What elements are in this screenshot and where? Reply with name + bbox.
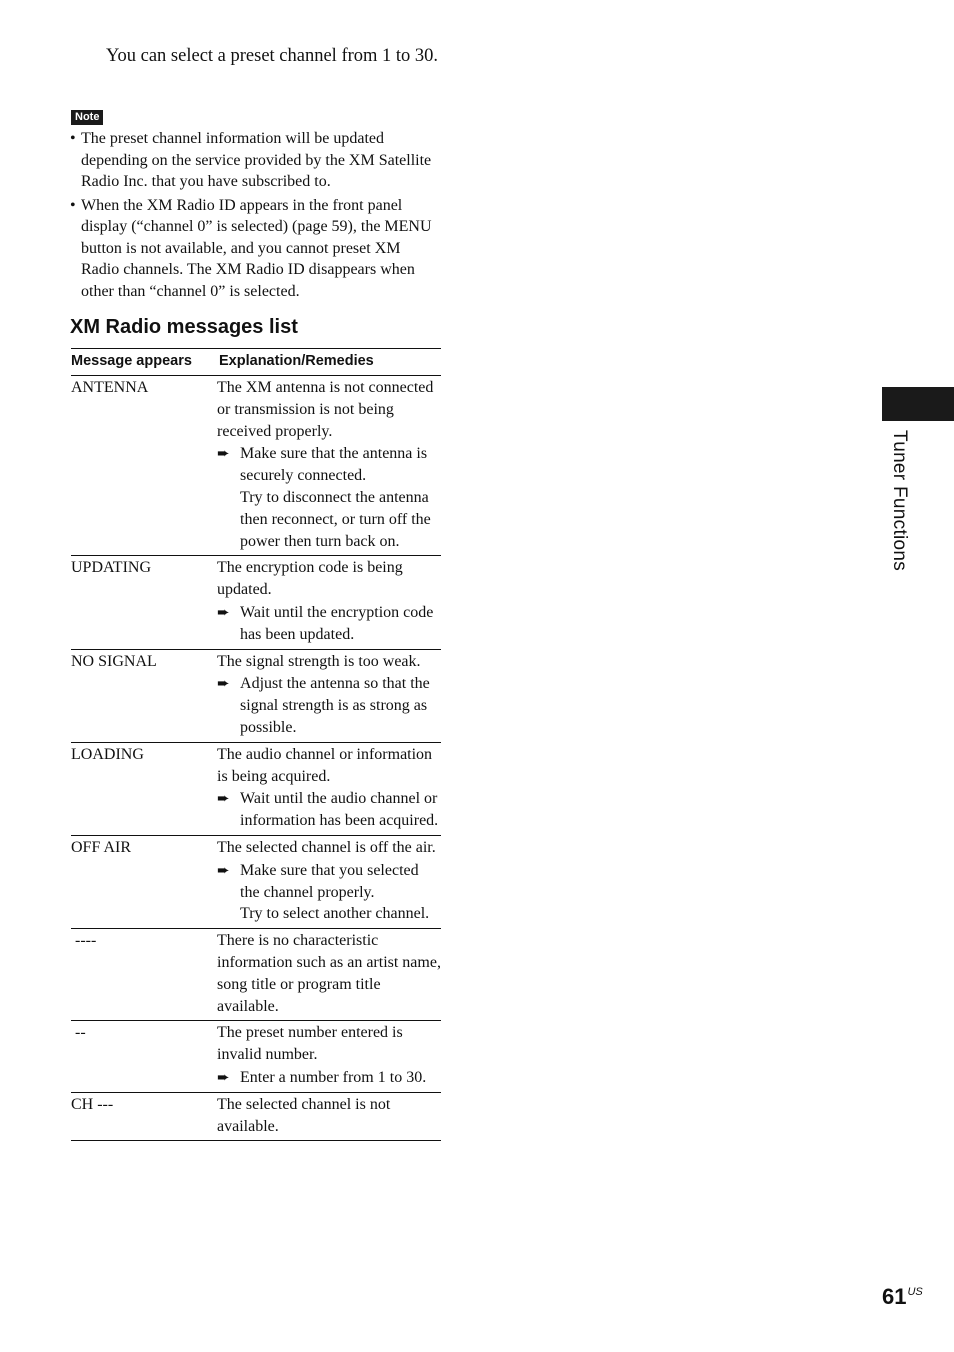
note-item <box>70 195 442 303</box>
page-number-value: 61 <box>882 1284 907 1309</box>
side-tab-marker <box>882 387 954 421</box>
note-text: The preset channel information will be updated depending on the service provided by the XM Satellite Radio Inc. that you have subscribed to. <box>81 130 432 190</box>
remedy <box>217 1067 441 1089</box>
explanation-cell <box>217 929 441 1021</box>
explanation-cell <box>217 1092 441 1141</box>
remedy <box>217 673 441 738</box>
table-row <box>71 742 441 835</box>
message-cell: CH --- <box>71 1092 217 1141</box>
explanation-text: There is no characteristic information such as an artist name, song title or program title available. <box>217 932 441 1015</box>
header-message: Message appears <box>71 349 217 376</box>
notes-list <box>70 128 442 304</box>
bullet: • <box>70 130 76 147</box>
arrow-right-icon: ➨ <box>217 789 230 808</box>
note-item <box>70 128 442 193</box>
message-cell: NO SIGNAL <box>71 649 217 742</box>
explanation-cell <box>217 1021 441 1092</box>
remedy-text: Make sure that the antenna is securely connected. <box>240 445 428 485</box>
remedy <box>217 602 441 646</box>
arrow-right-icon: ➨ <box>217 602 230 621</box>
arrow-right-icon: ➨ <box>217 674 230 693</box>
message-cell: -- <box>71 1021 217 1092</box>
message-cell: UPDATING <box>71 556 217 649</box>
arrow-right-icon: ➨ <box>217 1067 230 1086</box>
message-cell: ---- <box>71 929 217 1021</box>
intro-text: You can select a preset channel from 1 to 30. <box>106 46 439 66</box>
explanation-cell <box>217 835 441 928</box>
note-badge: Note <box>71 110 103 125</box>
remedy-text: Wait until the encryption code has been updated. <box>240 603 434 643</box>
messages-table <box>71 348 441 1141</box>
explanation-cell <box>217 556 441 649</box>
remedy-text: Make sure that you selected the channel properly. <box>240 861 419 901</box>
arrow-right-icon: ➨ <box>217 444 230 463</box>
explanation-text: The preset number entered is invalid number. <box>217 1024 403 1064</box>
note-text: When the XM Radio ID appears in the front panel display (“channel 0” is selected) (page 59), the MENU button is not available, and you cannot preset XM Radio channels. The XM Radio ID disappears when other than “channel 0” is selected. <box>81 196 432 300</box>
header-explanation: Explanation/Remedies <box>217 349 441 376</box>
page-number-suffix: US <box>907 1286 923 1298</box>
explanation-text: The selected channel is not available. <box>217 1095 391 1135</box>
remedy <box>217 860 441 925</box>
table-header-row <box>71 349 441 376</box>
table-row <box>71 376 441 556</box>
remedy-text: Enter a number from 1 to 30. <box>240 1068 427 1086</box>
arrow-right-icon: ➨ <box>217 860 230 879</box>
explanation-text: The XM antenna is not connected or transmission is not being received properly. <box>217 379 434 440</box>
remedy-extra-text: Try to select another channel. <box>240 905 430 923</box>
explanation-text: The audio channel or information is being acquired. <box>217 745 433 785</box>
explanation-text: The signal strength is too weak. <box>217 652 421 670</box>
explanation-text: The encryption code is being updated. <box>217 559 403 599</box>
remedy-text: Adjust the antenna so that the signal strength is as strong as possible. <box>240 675 430 736</box>
remedy <box>217 788 441 832</box>
table-row <box>71 929 441 1021</box>
explanation-cell <box>217 742 441 835</box>
message-cell: OFF AIR <box>71 835 217 928</box>
bullet: • <box>70 196 76 214</box>
table-row <box>71 556 441 649</box>
message-cell: ANTENNA <box>71 376 217 556</box>
remedy-extra-text: Try to disconnect the antenna then reconnect, or turn off the power then turn back on. <box>240 488 431 550</box>
table-row <box>71 1092 441 1141</box>
explanation-cell <box>217 376 441 556</box>
remedy-text: Wait until the audio channel or information has been acquired. <box>240 790 439 830</box>
table-row <box>71 1021 441 1092</box>
explanation-cell <box>217 649 441 742</box>
section-title: XM Radio messages list <box>70 316 298 338</box>
explanation-text: The selected channel is off the air. <box>217 838 436 856</box>
table-row <box>71 649 441 742</box>
table-row <box>71 835 441 928</box>
side-section-label: Tuner Functions <box>889 430 910 572</box>
remedy <box>217 443 441 552</box>
page-number <box>882 1284 923 1310</box>
message-cell: LOADING <box>71 742 217 835</box>
